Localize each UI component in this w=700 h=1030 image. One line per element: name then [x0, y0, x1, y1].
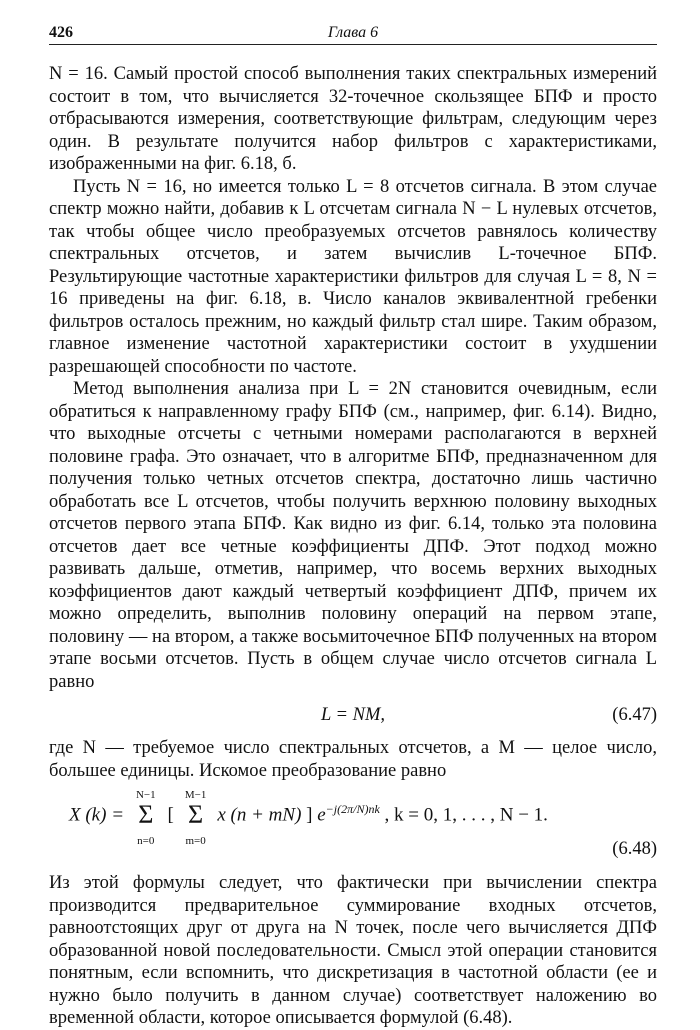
outer-sum-upper: N−1 [135, 789, 156, 802]
open-bracket: [ [167, 804, 174, 826]
equation-6-47-number: (6.47) [612, 705, 657, 725]
inner-sum-upper: M−1 [184, 789, 207, 802]
equation-6-47-expression: L = NM, [320, 705, 386, 725]
inner-sum [181, 789, 211, 848]
close-bracket: ] [306, 804, 313, 826]
summand: x (n + mN) [217, 804, 302, 826]
page-number: 426 [49, 24, 73, 41]
equation-6-47 [49, 701, 657, 731]
paragraph-1: N = 16. Самый простой способ выполнения таких спектральных измерений состоит в том, что вычисляется 32-точечное скользящее БПФ и просто отбрасываются измерения, соответствующие фильтрам, следующим через один. В результате получится набор фильтров с характеристиками, изображенными на фиг. 6.18, б. [49, 64, 657, 174]
outer-sum [131, 789, 161, 848]
equation-6-48-number: (6.48) [612, 839, 657, 859]
equation-6-48-line [69, 789, 548, 848]
paragraph-3: Метод выполнения анализа при L = 2N становится очевидным, если обратиться к направленному графу БПФ (см., например, фиг. 6.14). Видно, что выходные отсчеты с четными номерами располагаются в верхней половине графа. Это означает, что в алгоритме БПФ, предназначенном для получения только четных отсчетов спектра, достаточно лишь частично обработать все L отсчетов, чтобы получить верхнюю половину выходных отсчетов первого этапа БПФ. Как видно из фиг. 6.14, только эта половина отсчетов дает все четные коэффициенты ДПФ. Этот подход можно развивать дальше, отметив, например, что восемь верхних выходных коэффициентов дают каждый четвертый коэффициент ДПФ, причем их можно определить, выполнив половину операций на первом этапе, половину — на втором, а также восьмиточечное БПФ полученных на втором этапе восьми отсчетов. Пусть в общем случае число отсчетов сигнала L равно [49, 379, 657, 692]
inner-sum-lower: m=0 [185, 835, 206, 848]
equation-6-48 [49, 788, 657, 868]
exp-base: e [317, 804, 326, 826]
sigma-symbol-outer: Σ [138, 800, 154, 830]
paragraph-4: где N — требуемое число спектральных отсчетов, а M — целое число, большее единицы. Искомое преобразование равно [49, 738, 657, 781]
chapter-title: Глава 6 [327, 24, 379, 41]
paragraph-2: Пусть N = 16, но имеется только L = 8 отсчетов сигнала. В этом случае спектр можно найти, добавив к L отсчетам сигнала N − L нулевых отсчетов, так чтобы общее число преобразуемых отсчетов равнялось количеству спектральных отсчетов, и затем вычислив L-точечное БПФ. Результирующие частотные характеристики фильтров для случая L = 8, N = 16 приведены на фиг. 6.18, в. Число каналов эквивалентной гребенки фильтров осталось прежним, но каждый фильтр стал шире. Таким образом, главное изменение частотной характеристики состоит в ухудшении разрешающей способности по частоте. [49, 176, 657, 377]
page-header [49, 22, 657, 45]
outer-sum-lower: n=0 [137, 835, 155, 848]
equation-6-48-lhs: X (k) = [69, 804, 125, 826]
page-body [49, 63, 657, 1030]
sigma-symbol-inner: Σ [188, 800, 204, 830]
paragraph-5: Из этой формулы следует, что фактически при вычислении спектра производится предварительное суммирование входных отсчетов, равноотстоящих друг от друга на N точек, после чего вычисляется ДПФ образованной новой последовательности. Смысл этой операции становится понятным, если вспомнить, что дискретизация в частотной области (ее и нужно было получить в данном случае) соответствует наложению во временной области, которое описывается формулой (6.48). [49, 873, 657, 1028]
exp-power: −j(2π/N)nk [325, 802, 380, 816]
index-range: , k = 0, 1, . . . , N − 1. [384, 804, 548, 826]
